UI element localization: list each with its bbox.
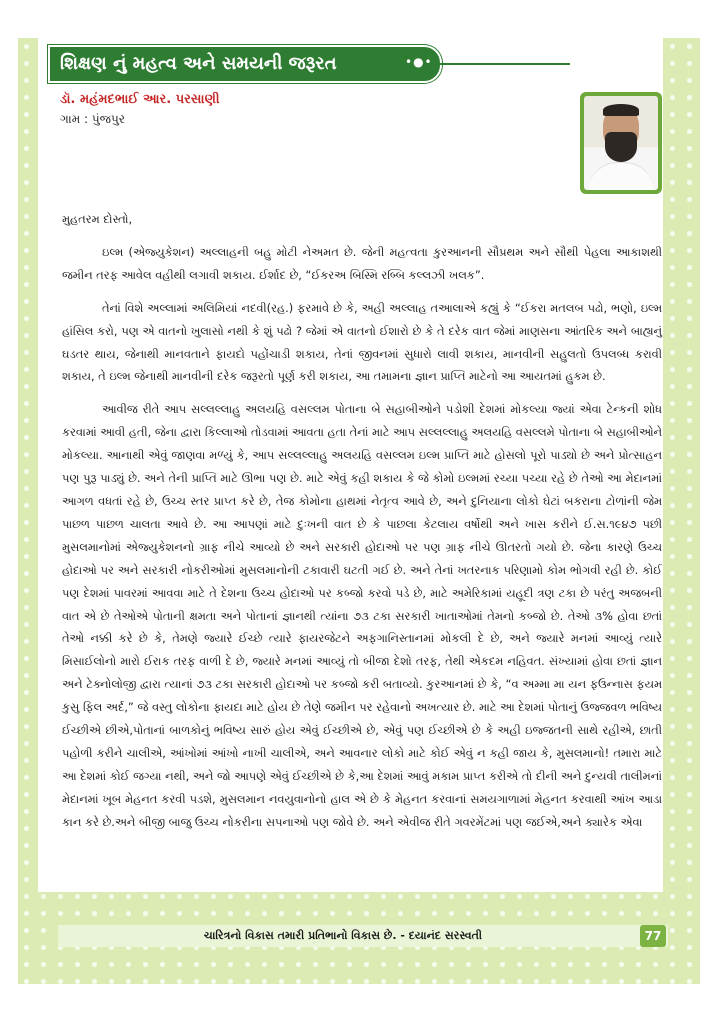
paragraph: ઇલ્મ (એજ્યુકેશન) અલ્લાહની બહુ મોટી નેઅમત છે. જેની મહત્વતા કુરઆનની સૌપ્રથમ અને સૌથી પેહલા આકાશથી જમીન તરફ આવેલ વહીથી લગાવી શકાય. ઈર્શાદ છે, “ઈકરઅ બિસ્મિ રબ્બિ કલ્લઝી ખલક”. [62, 244, 662, 282]
article-body [62, 208, 662, 834]
footer-quote: ચારિત્રનો વિકાસ તમારી પ્રતિભાનો વિકાસ છે. - દયાનંદ સરસ્વતી [203, 929, 483, 942]
greeting: મુહતરમ દોસ્તો, [62, 212, 133, 226]
author-photo [584, 96, 658, 190]
title-dots-ornament: •●• [405, 55, 433, 69]
page-number-badge: 77 [640, 925, 666, 947]
author-name: ડૉ. મહંમદભાઈ આર. પરસાણી [60, 92, 220, 107]
author-village: ગામ : પુંજપુર [60, 112, 125, 126]
article-title: શિક્ષણ નું મહત્વ અને સમયની જરૂરત [60, 53, 337, 74]
paragraph: તેનાં વિશે અલ્લામાં અલિમિયાં નદવી(રહ.) ફરમાવે છે કે, અહી અલ્લાહ તઆલાએ કહ્યું કે “ઈકરા મતલબ પઢો, ભણો, ઇલ્મ હાંસિલ કરો, પણ એ વાતનો ખુલાસો નથી કે શું પઢો ? જેમાં એ વાતનો ઈશારો છે કે તે દરેક વાત જેમાં માણસના આંતરિક અને બાહ્યનું ઘડતર થાય, જેનાથી માનવતાને ફાયદો પહોંચાડી શકાય, તેનાં જીવનમાં સુધારો લાવી શકાય, માનવીની સહુલતો ઉપલબ્ધ કરાવી શકાય, તે ઇલ્મ જેનાથી માનવીની દરેક જરૂરતો પૂર્ણ કરી શકાય, આ તમામના જ્ઞાન પ્રાપ્તિ માટેનો આ આયતમાં હુકમ છે. [62, 300, 662, 384]
paragraph: આવીજ રીતે આપ સલ્લલ્લાહુ અલયહિ વસલ્લમ પોતાના બે સહાબીઓને પડોશી દેશમાં મોકલ્યા જ્યાં એવા ટેન્કની શોધ કરવામાં આવી હતી, જેના દ્વારા કિલ્લાઓ તોડવામાં આવતા હતા તેનાં માટે આપ સલ્લલ્લાહુ અલયહિ વસલ્લમે પોતાના બે સહાબીઓને મોકલ્યા. આનાથી એવું જાણવા મળ્યું કે, આપ સલ્લલ્લાહુ અલયહિ વસલ્લમ ઇલ્મ પ્રાપ્તિ માટે હોસલો પૂરો પાડ્યો છે અને પ્રોત્સાહન પણ પુરૂ પાડ્યું છે. અને તેની પ્રાપ્તિ માટે ઊભા પણ છે. માટે એવું કહી શકાય કે જે કોમો ઇલ્મમાં રચ્યા પચ્યા રહે છે તેઓ આ મેદાનમાં આગળ વધતાં રહે છે, ઉચ્ચ સ્તર પ્રાપ્ત કરે છે, તેજ કોમોના હાથમાં નેતૃત્વ આવે છે, અને દુનિયાના લોકો ઘેટાં બકરાના ટોળાંની જેમ પાછળ પાછળ ચાલતા આવે છે. આ આપણાં માટે દુઃખની વાત છે કે પાછલા કેટલાય વર્ષોથી અને ખાસ કરીને ઈ.સ.૧૯૪૭ પછી મુસલમાનોમાં એજ્યુકેશનનો ગ્રાફ નીચે આવ્યો છે અને સરકારી હોદાઓ પર પણ ગ્રાફ નીચે ઊતરતો ગયો છે. જેના કારણે ઉચ્ચ હોદાઓ પર અને સરકારી નોકરીઓમાં મુસલમાનોની ટકાવારી ઘટતી ગઈ છે. અને તેનાં ખતરનાક પરિણામો કોમ ભોગવી રહી છે. કોઈ પણ દેશમાં પાવરમાં આવવા માટે તે દેશના ઉચ્ચ હોદાઓ પર કબ્જો કરવો પડે છે, માટે અમેરિકામાં યહૂદી ત્રણ ટકા છે પરંતુ અજબની વાત એ છે તેઓએ પોતાની ક્ષમતા અને પોતાનાં જ્ઞાનથી ત્યાંના ૭૩ ટકા સરકારી ખાતાઓમાં તેમનો કબ્જો છે. તેઓ ૩% હોવા છતાં તેઓ નક્કી કરે છે કે, તેમણે જ્યારે ઈચ્છે ત્યારે ફાયરજેટને અફગાનિસ્તાનમાં મોકલી દે છે, અને જ્યારે મનમાં આવ્યું ત્યારે મિસાઈલોનો મારો ઈરાક તરફ વાળી દે છે, જ્યારે મનમાં આવ્યું તો બીજા દેશો તરફ, તેથી એકદમ નહિવત. સંખ્યામાં હોવા છતાં જ્ઞાન અને ટેક્નોલોજી દ્વારા ત્યાનાં ૭૩ ટકા સરકારી હોદાઓ પર કબ્જો કરી બતાવ્યો. કુરઆનમાં છે કે, “વ અમ્મા મા યન ફઉન્નાસ ફયમ કુસુ ફિલ અર્દ,” જે વસ્તુ લોકોના ફાયદા માટે હોય છે તેણે જમીન પર રહેવાનો અખત્યાર છે. માટે આ દેશમાં પોતાનું ઉજ્જવળ ભવિષ્ય ઈચ્છીએ છીએ,પોતાનાં બાળકોનું ભવિષ્ય સારું હોય એવું ઈચ્છીએ છે, એવું પણ ઈચ્છીએ છે કે અહી ઇજ્જતની સાથે રહીએ, છાતી પહોળી કરીને ચાલીએ, આંખોમાં આંખો નાખી ચાલીએ, અને આવનાર લોકો માટે કોઈ એવું ન કહી જાય કે, મુસલમાનો! તમારા માટે આ દેશમાં કોઈ જગ્યા નથી, અને જો આપણે એવું ઈચ્છીએ છે કે,આ દેશમાં આવું મકામ પ્રાપ્ત કરીએ તો દીની અને દુન્યવી તાલીમનાં મેદાનમાં ખૂબ મેહનત કરવી પડશે, મુસલમાન નવયુવાનોનો હાલ એ છે કે મેહનત કરવાનાં સમયગાળામાં મેહનત કરવાથી આંખ આડા કાન કરે છે.અને બીજી બાજુ ઉચ્ચ નોકરીના સપનાઓ પણ જોવે છે. અને એવીજ રીતે ગવરમેંટમાં પણ જઈએ,અને ક્યારેક એવા [62, 402, 662, 829]
title-rule [440, 63, 570, 65]
